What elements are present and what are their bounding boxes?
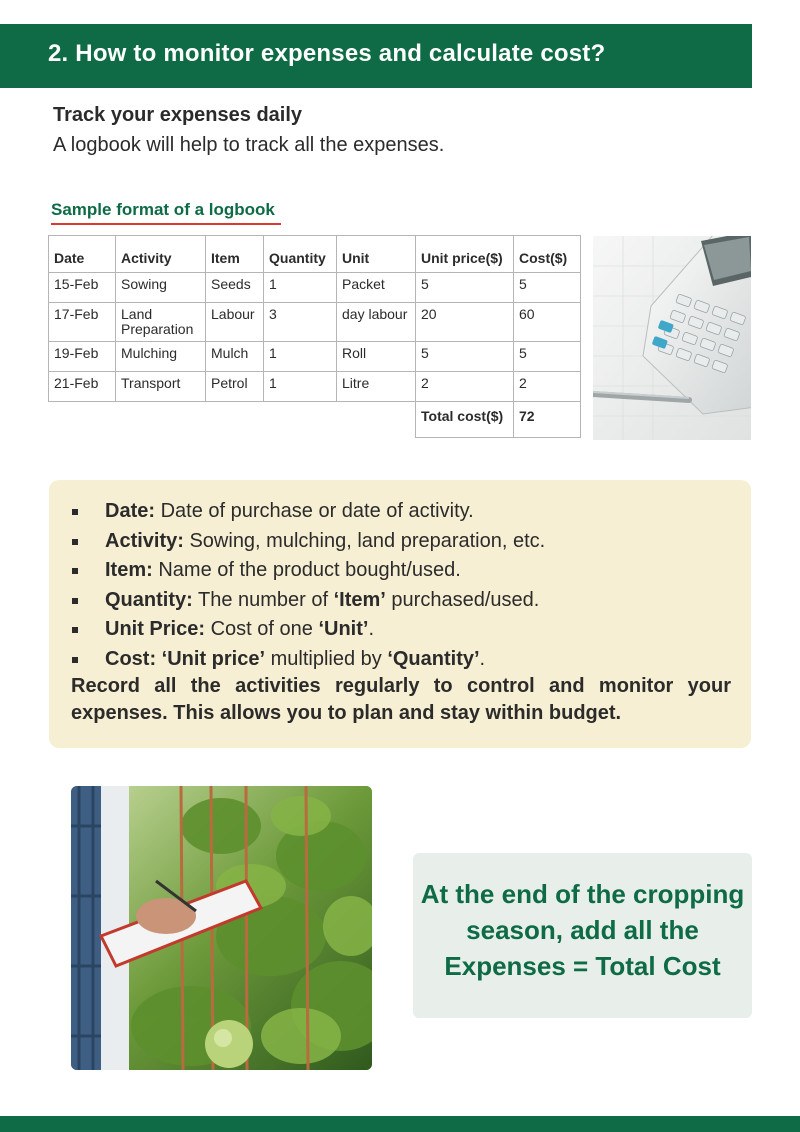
table-row [49,342,581,372]
section-intro-text: A logbook will help to track all the expenses. [53,134,445,156]
definition-text: Name of the product bought/used. [152,559,461,581]
cell-unit: day labour [337,303,416,342]
list-item [71,527,545,557]
list-item [71,645,545,675]
cell-activity: Transport [116,372,206,402]
list-item [71,497,545,527]
definition-quote: ‘Quantity’ [387,647,480,670]
definition-quote: ‘Item’ [333,588,386,611]
cell-unit: Packet [337,273,416,303]
definition-term: Date: [105,500,156,522]
table-row [49,273,581,303]
cell-unit: Litre [337,372,416,402]
cell-unit: Roll [337,342,416,372]
summary-line-3: Expenses = Total Cost [444,951,721,981]
list-item [71,586,545,616]
cell-activity: Mulching [116,342,206,372]
cell-quantity: 1 [264,273,337,303]
cell-item: Petrol [206,372,264,402]
table-row [49,372,581,402]
section-heading: Track your expenses daily [53,104,303,126]
column-header-unit-price: Unit price($) [416,236,514,273]
column-header-item: Item [206,236,264,273]
definition-text: Cost of one [205,618,319,640]
cell-date: 17-Feb [49,303,116,342]
cell-item: Seeds [206,273,264,303]
definition-text: The number of [192,588,334,611]
logbook-title: Sample format of a logbook [51,200,281,225]
cell-date: 19-Feb [49,342,116,372]
cell-unit-price: 5 [416,273,514,303]
cell-cost: 2 [514,372,581,402]
cell-unit-price: 5 [416,342,514,372]
definitions-box [49,480,751,748]
calculator-icon [593,236,751,440]
header-bar [0,24,752,88]
record-note: Record all the activities regularly to control and monitor your expenses. This allows you to plan and stay within budget. [71,675,731,724]
calculator-photo [593,236,751,440]
total-row [49,402,581,438]
list-item [71,556,545,586]
definition-term: Item: [105,559,153,581]
bullet-icon [72,568,78,574]
definition-text: Date of purchase or date of activity. [155,500,474,522]
column-header-date: Date [49,236,116,273]
farmer-photo [71,786,372,1070]
cell-unit-price: 20 [416,303,514,342]
bullet-icon [72,539,78,545]
bullet-icon [72,598,78,604]
cell-cost: 5 [514,342,581,372]
cell-date: 21-Feb [49,372,116,402]
definition-text: Sowing, mulching, land preparation, etc. [183,529,546,552]
cell-activity-line1: Land [121,306,153,322]
definition-quote: ‘Unit’ [318,618,369,640]
farmer-icon [71,786,372,1070]
logbook-table [48,235,581,438]
column-header-quantity: Quantity [264,236,337,273]
footer-bar [0,1116,800,1132]
cell-unit-price: 2 [416,372,514,402]
definition-text: . [479,647,486,670]
summary-line-1: At the end of the cropping [420,879,745,909]
definition-text: . [368,618,374,640]
cell-date: 15-Feb [49,273,116,303]
definition-term: Activity: [105,529,184,552]
cell-activity [116,303,206,342]
summary-box [413,853,752,1018]
cell-quantity: 3 [264,303,337,342]
cell-cost: 5 [514,273,581,303]
page-title: 2. How to monitor expenses and calculate cost? [48,40,606,67]
blank-cell [49,402,416,438]
definition-quote: ‘Unit price’ [161,647,266,670]
definition-term: Unit Price: [105,618,206,640]
cell-activity-line2: Preparation [121,321,194,337]
table-row [49,303,581,342]
definition-term: Cost: [105,647,157,670]
bullet-icon [72,627,78,633]
definition-text: purchased/used. [385,588,540,611]
bullet-icon [72,509,78,515]
column-header-cost: Cost($) [514,236,581,273]
list-item [71,615,545,645]
column-header-activity: Activity [116,236,206,273]
bullet-icon [72,657,78,663]
cell-activity: Sowing [116,273,206,303]
definition-term: Quantity: [105,588,193,611]
total-value: 72 [514,402,581,438]
total-label: Total cost($) [416,402,514,438]
definitions-list [71,497,545,674]
cell-item: Mulch [206,342,264,372]
summary-line-2: season, add all the [466,915,699,945]
column-header-unit: Unit [337,236,416,273]
cell-quantity: 1 [264,342,337,372]
definition-text: multiplied by [265,647,388,670]
cell-cost: 60 [514,303,581,342]
table-header-row [49,236,581,273]
cell-item: Labour [206,303,264,342]
cell-quantity: 1 [264,372,337,402]
